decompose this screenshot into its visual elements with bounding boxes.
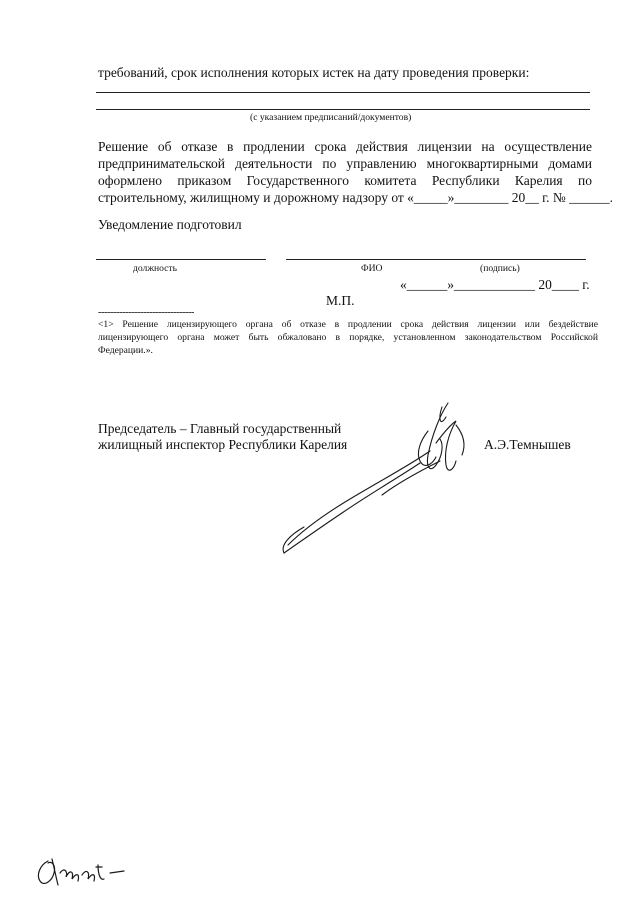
footnote-line-1: <1> Решение лицензирующего органа об отказе в продлении срока действия лицензии или бездействие [98, 319, 598, 330]
position-line [96, 259, 266, 260]
decision-line-4: строительному, жилищному и дорожному надзору от «_____»________ 20__ г. № ______. [98, 190, 614, 205]
signatory-title-2: жилищный инспектор Республики Карелия [98, 437, 348, 452]
notice-prepared-label: Уведомление подготовил [98, 217, 242, 232]
fio-label: ФИО [361, 263, 383, 274]
blank-line-1 [96, 92, 590, 93]
requirements-caption: (с указанием предписаний/документов) [250, 112, 412, 123]
decision-line-2: предпринимательской деятельности по управлению многоквартирными домами [98, 156, 592, 171]
decision-paragraph [98, 138, 614, 206]
handwritten-signature-icon [270, 395, 480, 560]
signatory-title-1: Председатель – Главный государственный [98, 421, 342, 436]
blank-line-2 [96, 109, 590, 110]
signature-label: (подпись) [480, 263, 520, 274]
signatory-name: А.Э.Темнышев [484, 437, 571, 452]
stamp-label: М.П. [326, 293, 355, 308]
handwritten-mark-icon [30, 855, 130, 889]
decision-line-3: оформлено приказом Государственного комитета Республики Карелия по [98, 173, 592, 188]
date-line: «______»____________ 20____ г. [400, 277, 590, 292]
footnote-line-2: лицензирующего органа может быть обжаловано в порядке, установленном законодательством Российской [98, 332, 598, 343]
requirements-line: требований, срок исполнения которых истек на дату проведения проверки: [98, 65, 530, 80]
footnote [98, 318, 598, 357]
decision-line-1: Решение об отказе в продлении срока действия лицензии на осуществление [98, 139, 592, 154]
footnote-separator: -------------------------------- [98, 307, 194, 318]
footnote-line-3: Федерации.». [98, 345, 153, 356]
position-label: должность [133, 263, 177, 274]
fio-signature-line [286, 259, 586, 260]
